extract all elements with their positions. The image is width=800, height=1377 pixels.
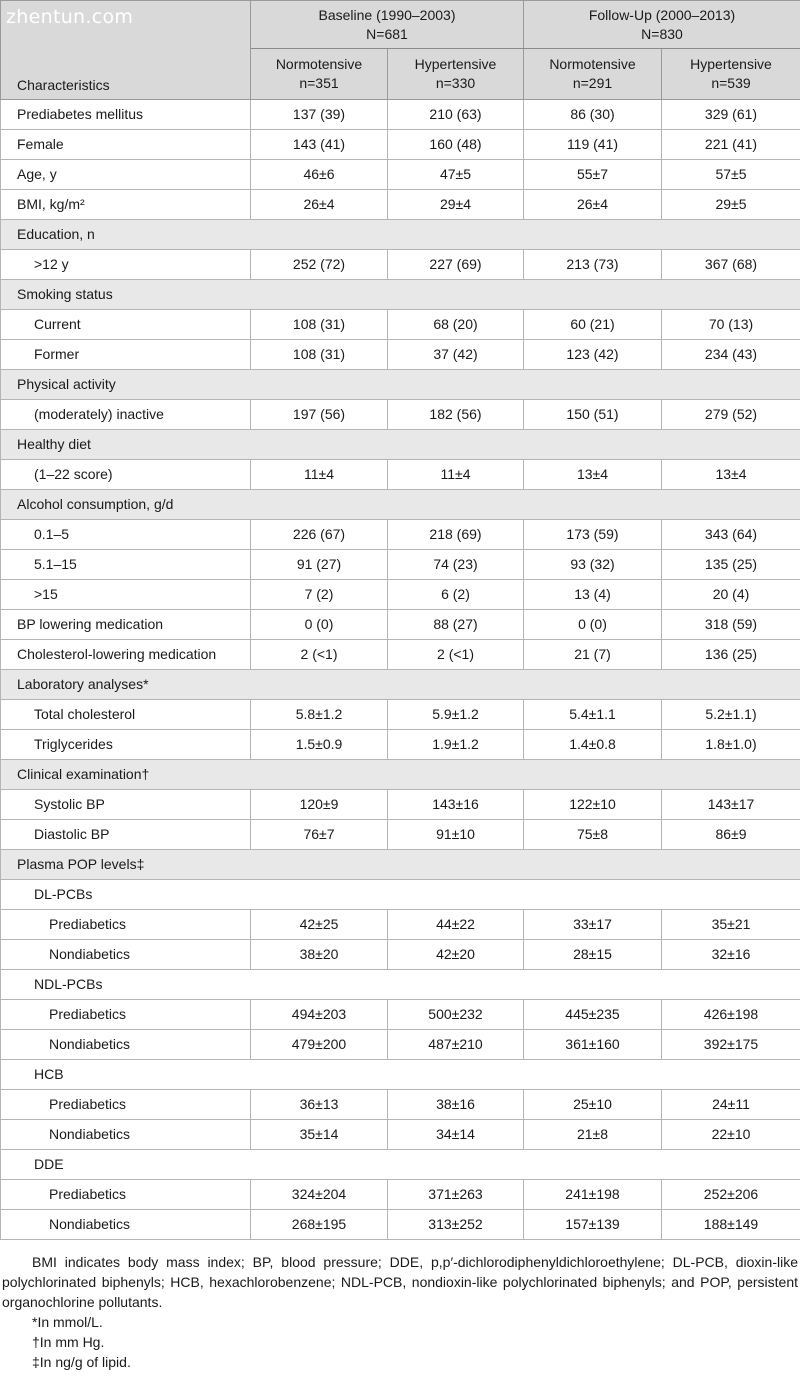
table-cell: 42±20 bbox=[388, 940, 524, 970]
table-cell: 93 (32) bbox=[524, 550, 662, 580]
row-label: (1–22 score) bbox=[1, 460, 251, 490]
table-cell: 21 (7) bbox=[524, 640, 662, 670]
table-cell: 343 (64) bbox=[662, 520, 800, 550]
table-cell: 197 (56) bbox=[251, 400, 388, 430]
table-cell: 86±9 bbox=[662, 820, 800, 850]
table-row bbox=[1, 340, 800, 370]
table-cell: 0 (0) bbox=[251, 610, 388, 640]
table-row bbox=[1, 1210, 800, 1240]
table-cell: 218 (69) bbox=[388, 520, 524, 550]
table-cell: 160 (48) bbox=[388, 130, 524, 160]
table-row bbox=[1, 730, 800, 760]
table-cell: 35±21 bbox=[662, 910, 800, 940]
followup-group-header bbox=[524, 1, 800, 49]
table-cell: 6 (2) bbox=[388, 580, 524, 610]
row-label: Age, y bbox=[1, 160, 251, 190]
table-row bbox=[1, 520, 800, 550]
table-cell: 426±198 bbox=[662, 1000, 800, 1030]
table-cell: 392±175 bbox=[662, 1030, 800, 1060]
table-cell: 70 (13) bbox=[662, 310, 800, 340]
table-cell: 0 (0) bbox=[524, 610, 662, 640]
table-cell: 135 (25) bbox=[662, 550, 800, 580]
table-cell: 13±4 bbox=[524, 460, 662, 490]
table-cell: 324±204 bbox=[251, 1180, 388, 1210]
subgroup-label: HCB bbox=[1, 1060, 800, 1090]
table-cell: 21±8 bbox=[524, 1120, 662, 1150]
table-row bbox=[1, 1120, 800, 1150]
followup-n: N=830 bbox=[641, 25, 683, 42]
table-row bbox=[1, 250, 800, 280]
table-cell: 44±22 bbox=[388, 910, 524, 940]
table-cell: 2 (<1) bbox=[388, 640, 524, 670]
table-cell: 46±6 bbox=[251, 160, 388, 190]
row-label: (moderately) inactive bbox=[1, 400, 251, 430]
section-row bbox=[1, 280, 800, 310]
table-row bbox=[1, 550, 800, 580]
subgroup-label: DDE bbox=[1, 1150, 800, 1180]
table-cell: 38±20 bbox=[251, 940, 388, 970]
table-cell: 123 (42) bbox=[524, 340, 662, 370]
table-cell: 227 (69) bbox=[388, 250, 524, 280]
baseline-title: Baseline (1990–2003) bbox=[318, 6, 456, 23]
table-cell: 120±9 bbox=[251, 790, 388, 820]
table-cell: 143±17 bbox=[662, 790, 800, 820]
table-cell: 143±16 bbox=[388, 790, 524, 820]
table-row bbox=[1, 910, 800, 940]
characteristics-header: Characteristics bbox=[1, 1, 251, 100]
row-label: Prediabetics bbox=[1, 1180, 251, 1210]
table-cell: 143 (41) bbox=[251, 130, 388, 160]
subgroup-label: NDL-PCBs bbox=[1, 970, 800, 1000]
table-cell: 13 (4) bbox=[524, 580, 662, 610]
section-label: Healthy diet bbox=[1, 430, 800, 460]
table-row bbox=[1, 100, 800, 130]
section-label: Clinical examination† bbox=[1, 760, 800, 790]
watermark: zhentun.com bbox=[6, 6, 134, 28]
table-cell: 5.8±1.2 bbox=[251, 700, 388, 730]
table-cell: 252 (72) bbox=[251, 250, 388, 280]
table-cell: 24±11 bbox=[662, 1090, 800, 1120]
section-row bbox=[1, 850, 800, 880]
table-cell: 188±149 bbox=[662, 1210, 800, 1240]
table-cell: 33±17 bbox=[524, 910, 662, 940]
table-row bbox=[1, 790, 800, 820]
table-cell: 35±14 bbox=[251, 1120, 388, 1150]
table-row bbox=[1, 460, 800, 490]
footnote-abbreviations: BMI indicates body mass index; BP, blood pressure; DDE, p,p′-dichlorodiphenyldichloroethylene; DL-PCB, dioxin-like polychlorinated biphenyls; HCB, hexachlorobenzene; NDL-PCB, nondioxin-like polychlorinated biphenyls; and POP, persistent organochlorine pollutants. bbox=[2, 1254, 798, 1310]
table-cell: 487±210 bbox=[388, 1030, 524, 1060]
table-cell: 329 (61) bbox=[662, 100, 800, 130]
table-row bbox=[1, 1000, 800, 1030]
row-label: BP lowering medication bbox=[1, 610, 251, 640]
table-cell: 55±7 bbox=[524, 160, 662, 190]
column-header: Normotensive n=351 bbox=[251, 49, 388, 100]
table-cell: 5.9±1.2 bbox=[388, 700, 524, 730]
table-row bbox=[1, 940, 800, 970]
table-cell: 313±252 bbox=[388, 1210, 524, 1240]
table-cell: 68 (20) bbox=[388, 310, 524, 340]
table-cell: 279 (52) bbox=[662, 400, 800, 430]
table-row bbox=[1, 1180, 800, 1210]
table-cell: 36±13 bbox=[251, 1090, 388, 1120]
table-cell: 119 (41) bbox=[524, 130, 662, 160]
section-label: Physical activity bbox=[1, 370, 800, 400]
table-row bbox=[1, 160, 800, 190]
table-cell: 75±8 bbox=[524, 820, 662, 850]
table-cell: 26±4 bbox=[524, 190, 662, 220]
table-cell: 234 (43) bbox=[662, 340, 800, 370]
column-header: Normotensive n=291 bbox=[524, 49, 662, 100]
table-cell: 28±15 bbox=[524, 940, 662, 970]
table-cell: 13±4 bbox=[662, 460, 800, 490]
footnotes bbox=[0, 1240, 800, 1372]
table-cell: 226 (67) bbox=[251, 520, 388, 550]
row-label: Systolic BP bbox=[1, 790, 251, 820]
table-cell: 150 (51) bbox=[524, 400, 662, 430]
table-cell: 221 (41) bbox=[662, 130, 800, 160]
table-cell: 38±16 bbox=[388, 1090, 524, 1120]
table-cell: 137 (39) bbox=[251, 100, 388, 130]
table-cell: 361±160 bbox=[524, 1030, 662, 1060]
table-cell: 26±4 bbox=[251, 190, 388, 220]
table-cell: 136 (25) bbox=[662, 640, 800, 670]
row-label: >12 y bbox=[1, 250, 251, 280]
table-cell: 157±139 bbox=[524, 1210, 662, 1240]
table-cell: 91 (27) bbox=[251, 550, 388, 580]
table-cell: 479±200 bbox=[251, 1030, 388, 1060]
footnote-star: *In mmol/L. bbox=[32, 1314, 103, 1330]
table-cell: 47±5 bbox=[388, 160, 524, 190]
table-row bbox=[1, 400, 800, 430]
table-row bbox=[1, 820, 800, 850]
table-cell: 37 (42) bbox=[388, 340, 524, 370]
subgroup-row bbox=[1, 970, 800, 1000]
row-label: 0.1–5 bbox=[1, 520, 251, 550]
table-cell: 5.4±1.1 bbox=[524, 700, 662, 730]
row-label: Former bbox=[1, 340, 251, 370]
section-row bbox=[1, 430, 800, 460]
baseline-n: N=681 bbox=[366, 25, 408, 42]
row-label: Prediabetes mellitus bbox=[1, 100, 251, 130]
table-row bbox=[1, 310, 800, 340]
row-label: Nondiabetics bbox=[1, 1210, 251, 1240]
subgroup-row bbox=[1, 880, 800, 910]
table-cell: 241±198 bbox=[524, 1180, 662, 1210]
table-cell: 252±206 bbox=[662, 1180, 800, 1210]
table-cell: 1.5±0.9 bbox=[251, 730, 388, 760]
table-cell: 108 (31) bbox=[251, 310, 388, 340]
row-label: Prediabetics bbox=[1, 1090, 251, 1120]
table-row bbox=[1, 130, 800, 160]
table-cell: 20 (4) bbox=[662, 580, 800, 610]
table-cell: 34±14 bbox=[388, 1120, 524, 1150]
table-cell: 210 (63) bbox=[388, 100, 524, 130]
table-cell: 318 (59) bbox=[662, 610, 800, 640]
row-label: Nondiabetics bbox=[1, 1030, 251, 1060]
table-cell: 42±25 bbox=[251, 910, 388, 940]
table-cell: 173 (59) bbox=[524, 520, 662, 550]
table-cell: 182 (56) bbox=[388, 400, 524, 430]
table-cell: 1.9±1.2 bbox=[388, 730, 524, 760]
section-row bbox=[1, 760, 800, 790]
table-cell: 2 (<1) bbox=[251, 640, 388, 670]
table-cell: 268±195 bbox=[251, 1210, 388, 1240]
table-cell: 367 (68) bbox=[662, 250, 800, 280]
table-cell: 74 (23) bbox=[388, 550, 524, 580]
table-cell: 1.8±1.0) bbox=[662, 730, 800, 760]
section-label: Plasma POP levels‡ bbox=[1, 850, 800, 880]
row-label: Triglycerides bbox=[1, 730, 251, 760]
section-row bbox=[1, 220, 800, 250]
table-cell: 25±10 bbox=[524, 1090, 662, 1120]
table-cell: 29±5 bbox=[662, 190, 800, 220]
table-cell: 445±235 bbox=[524, 1000, 662, 1030]
table-cell: 11±4 bbox=[251, 460, 388, 490]
section-label: Alcohol consumption, g/d bbox=[1, 490, 800, 520]
table-cell: 371±263 bbox=[388, 1180, 524, 1210]
table-cell: 22±10 bbox=[662, 1120, 800, 1150]
row-label: Cholesterol-lowering medication bbox=[1, 640, 251, 670]
section-row bbox=[1, 670, 800, 700]
row-label: Female bbox=[1, 130, 251, 160]
followup-title: Follow-Up (2000–2013) bbox=[588, 6, 736, 23]
table-cell: 29±4 bbox=[388, 190, 524, 220]
row-label: Total cholesterol bbox=[1, 700, 251, 730]
row-label: Current bbox=[1, 310, 251, 340]
table-cell: 91±10 bbox=[388, 820, 524, 850]
table-cell: 108 (31) bbox=[251, 340, 388, 370]
table-cell: 60 (21) bbox=[524, 310, 662, 340]
table-cell: 7 (2) bbox=[251, 580, 388, 610]
row-label: Diastolic BP bbox=[1, 820, 251, 850]
table-cell: 32±16 bbox=[662, 940, 800, 970]
section-label: Smoking status bbox=[1, 280, 800, 310]
table-cell: 5.2±1.1) bbox=[662, 700, 800, 730]
table-cell: 86 (30) bbox=[524, 100, 662, 130]
row-label: BMI, kg/m² bbox=[1, 190, 251, 220]
table-cell: 11±4 bbox=[388, 460, 524, 490]
footnote-dagger: †In mm Hg. bbox=[32, 1334, 105, 1350]
table-cell: 500±232 bbox=[388, 1000, 524, 1030]
table-row bbox=[1, 610, 800, 640]
section-label: Laboratory analyses* bbox=[1, 670, 800, 700]
section-row bbox=[1, 370, 800, 400]
column-header: Hypertensive n=539 bbox=[662, 49, 800, 100]
table-row bbox=[1, 1090, 800, 1120]
section-label: Education, n bbox=[1, 220, 800, 250]
row-label: Prediabetics bbox=[1, 910, 251, 940]
table-cell: 122±10 bbox=[524, 790, 662, 820]
baseline-group-header bbox=[251, 1, 524, 49]
subgroup-row bbox=[1, 1060, 800, 1090]
table-cell: 213 (73) bbox=[524, 250, 662, 280]
subgroup-row bbox=[1, 1150, 800, 1180]
row-label: >15 bbox=[1, 580, 251, 610]
section-row bbox=[1, 490, 800, 520]
row-label: Nondiabetics bbox=[1, 940, 251, 970]
table-row bbox=[1, 1030, 800, 1060]
table-cell: 494±203 bbox=[251, 1000, 388, 1030]
table-row bbox=[1, 700, 800, 730]
row-label: Nondiabetics bbox=[1, 1120, 251, 1150]
table-row bbox=[1, 190, 800, 220]
column-header: Hypertensive n=330 bbox=[388, 49, 524, 100]
table-row bbox=[1, 580, 800, 610]
table-cell: 88 (27) bbox=[388, 610, 524, 640]
table-row bbox=[1, 640, 800, 670]
row-label: Prediabetics bbox=[1, 1000, 251, 1030]
row-label: 5.1–15 bbox=[1, 550, 251, 580]
table-cell: 76±7 bbox=[251, 820, 388, 850]
footnote-double-dagger: ‡In ng/g of lipid. bbox=[32, 1354, 131, 1370]
subgroup-label: DL-PCBs bbox=[1, 880, 800, 910]
table-body bbox=[1, 100, 800, 1240]
table-cell: 57±5 bbox=[662, 160, 800, 190]
table-cell: 1.4±0.8 bbox=[524, 730, 662, 760]
